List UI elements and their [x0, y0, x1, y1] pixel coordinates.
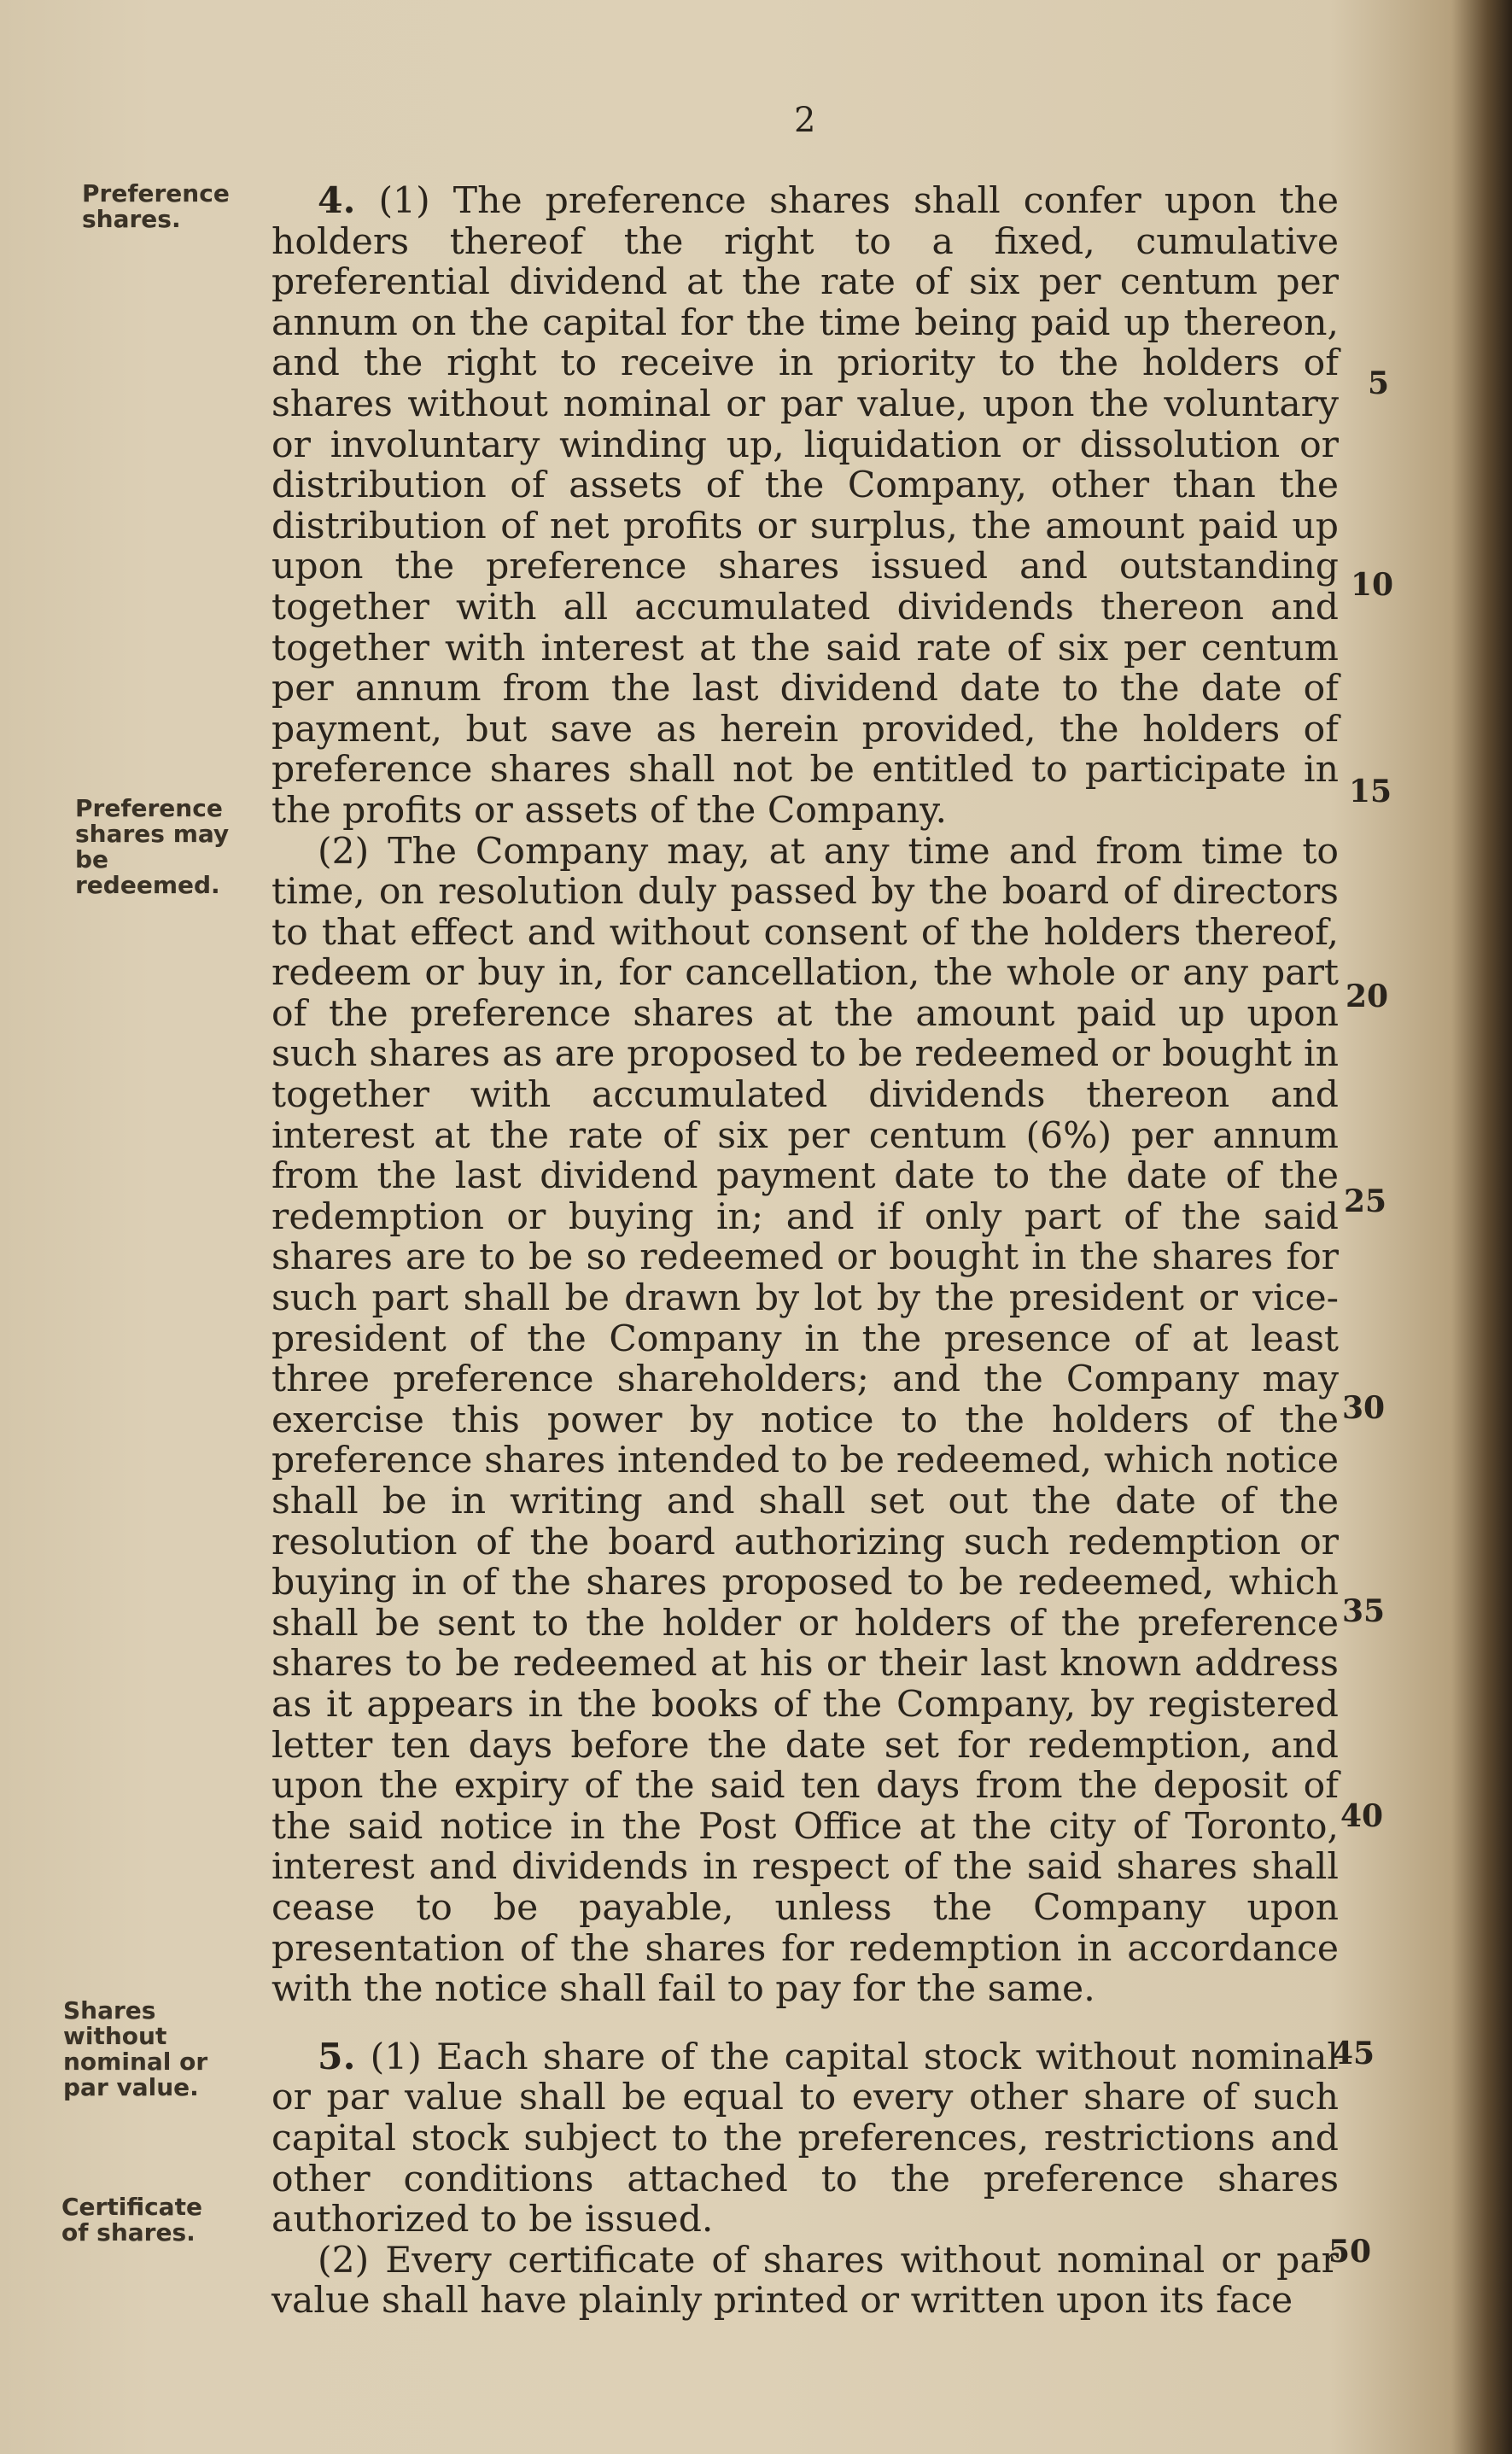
line-number-5: 5 [1368, 365, 1390, 401]
margin-note-certificate-of-shares: Certificate of shares. [61, 2193, 202, 2247]
margin-note-preference-shares: Preference shares. [82, 179, 230, 233]
line-number-20: 20 [1346, 979, 1389, 1014]
section-5-paragraph-1 [271, 2037, 1339, 2241]
section-4-paragraph-1 [271, 181, 1339, 832]
line-number-40: 40 [1340, 1798, 1384, 1834]
section-4-paragraph-2: (2) The Company may, at any time and from time to time, on resolution duly passed by the board of directors to that effect and without consent of the holders thereof, redeem or buy in, for cancellation, the whole or any part of the preference shares at the amount paid up upon such shares as are proposed to be redeemed or bought in together with accumulated dividends thereon and interest at the rate of six per centum (6%) per annum from the last dividend payment date to the date of the redemption or buying in; and if only part of the said shares are to be so redeemed or bought in the shares for such part shall be drawn by lot by the president or vice-president of the Company in the presence of at least three preference shareholders; and the Company may exercise this power by notice to the holders of the preference shares intended to be redeemed, which notice shall be in writing and shall set out the date of the resolution of the board authorizing such redemption or buying in of the shares proposed to be redeemed, which shall be sent to the holder or holders of the preference shares to be redeemed at his or their last known address as it appears in the books of the Company, by registered letter ten days before the date set for redemption, and upon the expiry of the said ten days from the deposit of the said notice in the Post Office at the city of Toronto, interest and dividends in respect of the said shares shall cease to be payable, unless the Company upon presentation of the shares for redemption in accordance with the notice shall fail to pay for the same. [271, 830, 1339, 2011]
line-number-45: 45 [1332, 2036, 1375, 2071]
body-text [271, 181, 1339, 2322]
line-number-25: 25 [1344, 1183, 1387, 1219]
section-number: 4. [318, 179, 356, 222]
line-number-35: 35 [1342, 1593, 1386, 1629]
line-number-30: 30 [1342, 1390, 1386, 1426]
line-number-10: 10 [1351, 567, 1394, 603]
page-number: 2 [794, 101, 816, 140]
line-number-15: 15 [1349, 774, 1392, 809]
paragraph-text: (1) Each share of the capital stock without nominal or par value shall be equal to every other share of such capital stock subject to the preferences, restrictions and other conditions attached to the preference shares authorized to be issued. [271, 2036, 1339, 2241]
section-number: 5. [318, 2035, 356, 2078]
line-number-50: 50 [1328, 2234, 1372, 2270]
margin-note-shares-without-par: Shares without nominal or par value. [63, 1996, 208, 2101]
section-5-paragraph-2: (2) Every certificate of shares without nominal or par value shall have plainly printed or written upon its face [271, 2239, 1339, 2323]
paragraph-text: (1) The preference shares shall confer upon the holders thereof the right to a fixed, cumulative preferential dividend at the rate of six per centum per annum on the capital for the time being paid up thereon, and the right to receive in priority to the holders of shares without nominal or par value, upon the voluntary or involuntary winding up, liquidation or dissolution or distribution of assets of the Company, other than the distribution of net profits or surplus, the amount paid up upon the preference shares issued and outstanding together with all accumulated dividends thereon and together with interest at the said rate of six per centum per annum from the last dividend date to the date of payment, but save as herein provided, the holders of preference shares shall not be entitled to participate in the profits or assets of the Company. [271, 180, 1339, 832]
margin-note-preference-redeemed: Preference shares may be redeemed. [75, 794, 230, 899]
